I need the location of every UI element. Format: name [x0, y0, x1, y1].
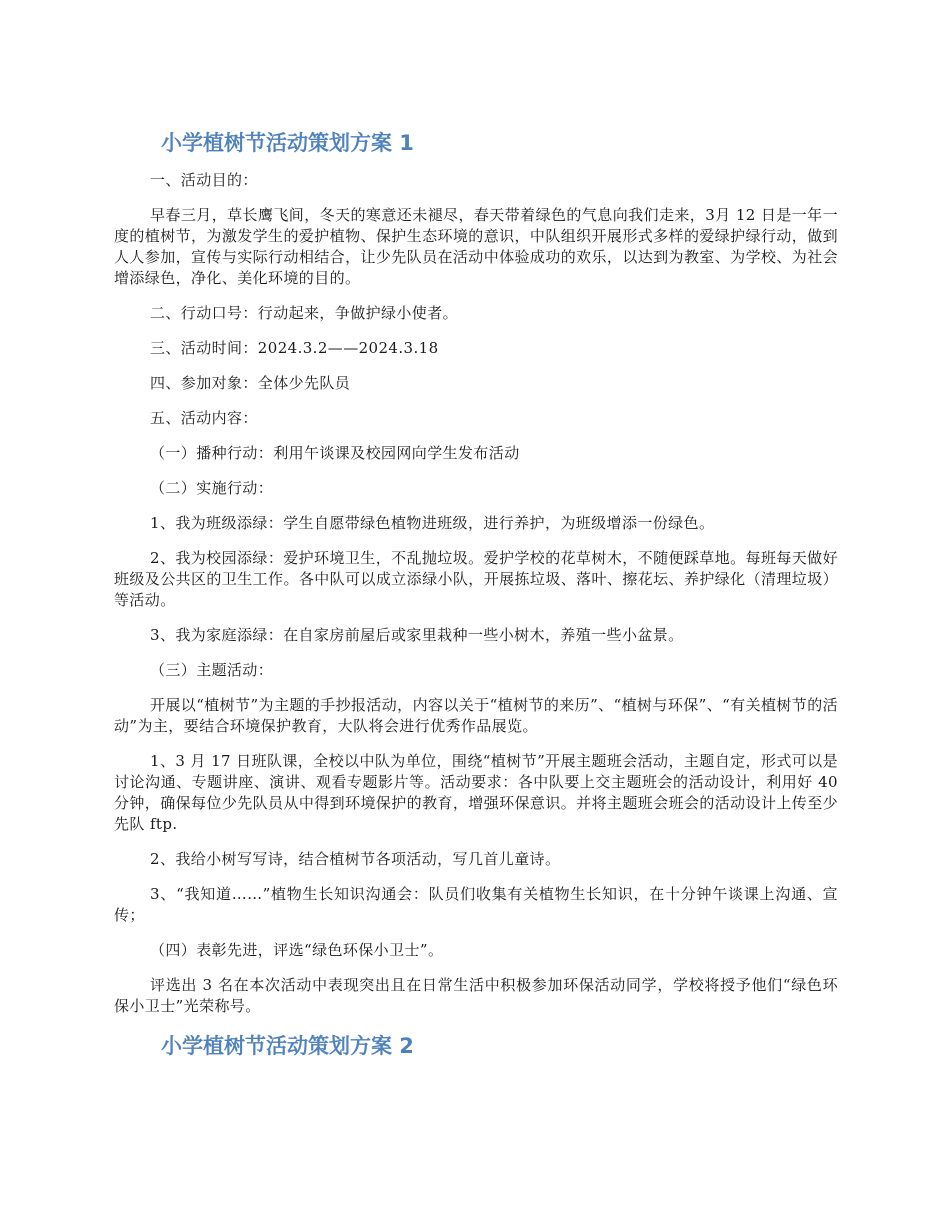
paragraph-class-meeting: 1、3 月 17 日班队课，全校以中队为单位，围绕“植树节”开展主题班会活动，主题自定，形式可以是讨论沟通、专题讲座、演讲、观看专题影片等。活动要求：各中队要上交主题班会的活动设计，利用好 40 分钟，确保每位少先队员从中得到环境保护的教育，增强环保意识。并将主题班会班会的活动设计上传至少先队 ftp.	[114, 752, 838, 833]
paragraph-theme-heading: （三）主题活动：	[150, 661, 274, 679]
document-content	[114, 128, 838, 1073]
paragraph-campus-green: 2、我为校园添绿：爱护环境卫生，不乱抛垃圾。爱护学校的花草树木，不随便踩草地。每班每天做好班级及公共区的卫生工作。各中队可以成立添绿小队，开展拣垃圾、落叶、擦花坛、养护绿化（清理垃圾）等活动。	[114, 549, 838, 609]
section-title-1: 小学植树节活动策划方案 1	[161, 131, 414, 155]
paragraph-knowledge-meeting: 3、“我知道……”植物生长知识沟通会：队员们收集有关植物生长知识，在十分钟午谈课上沟通、宣传；	[114, 885, 838, 924]
paragraph-selection: 评选出 3 名在本次活动中表现突出且在日常生活中积极参加环保活动同学，学校将授予他们“绿色环保小卫士”光荣称号。	[114, 976, 838, 1015]
paragraph-purpose-text: 早春三月，草长鹰飞间，冬天的寒意还未褪尽，春天带着绿色的气息向我们走来，3月 12 日是一年一度的植树节，为激发学生的爱护植物、保护生态环境的意识，中队组织开展形式多样的爱绿护绿行动，做到人人参加，宣传与实际行动相结合，让少先队员在活动中体验成功的欢乐，以达到为教室、为学校、为社会增添绿色，净化、美化环境的目的。	[114, 206, 838, 287]
paragraph-purpose-heading: 一、活动目的：	[150, 171, 258, 189]
paragraph-handwritten-newspaper: 开展以“植树节”为主题的手抄报活动，内容以关于“植树节的来历”、“植树与环保”、“有关植树节的活动”为主，要结合环境保护教育，大队将会进行优秀作品展览。	[114, 696, 838, 735]
section-title-2: 小学植树节活动策划方案 2	[161, 1034, 414, 1058]
paragraph-participants: 四、参加对象：全体少先队员	[150, 374, 351, 392]
paragraph-content-heading: 五、活动内容：	[150, 409, 258, 427]
paragraph-class-green: 1、我为班级添绿：学生自愿带绿色植物进班级，进行养护，为班级增添一份绿色。	[150, 514, 715, 532]
paragraph-sowing: （一）播种行动：利用午谈课及校园网向学生发布活动	[150, 444, 520, 462]
paragraph-home-green: 3、我为家庭添绿：在自家房前屋后或家里栽种一些小树木，养殖一些小盆景。	[150, 626, 684, 644]
paragraph-commendation: （四）表彰先进，评选“绿色环保小卫士”。	[150, 941, 444, 959]
paragraph-implementation: （二）实施行动：	[150, 479, 274, 497]
paragraph-slogan: 二、行动口号：行动起来，争做护绿小使者。	[150, 304, 459, 322]
paragraph-poems: 2、我给小树写写诗，结合植树节各项活动，写几首儿童诗。	[150, 850, 561, 868]
paragraph-time: 三、活动时间：2024.3.2——2024.3.18	[150, 339, 439, 357]
